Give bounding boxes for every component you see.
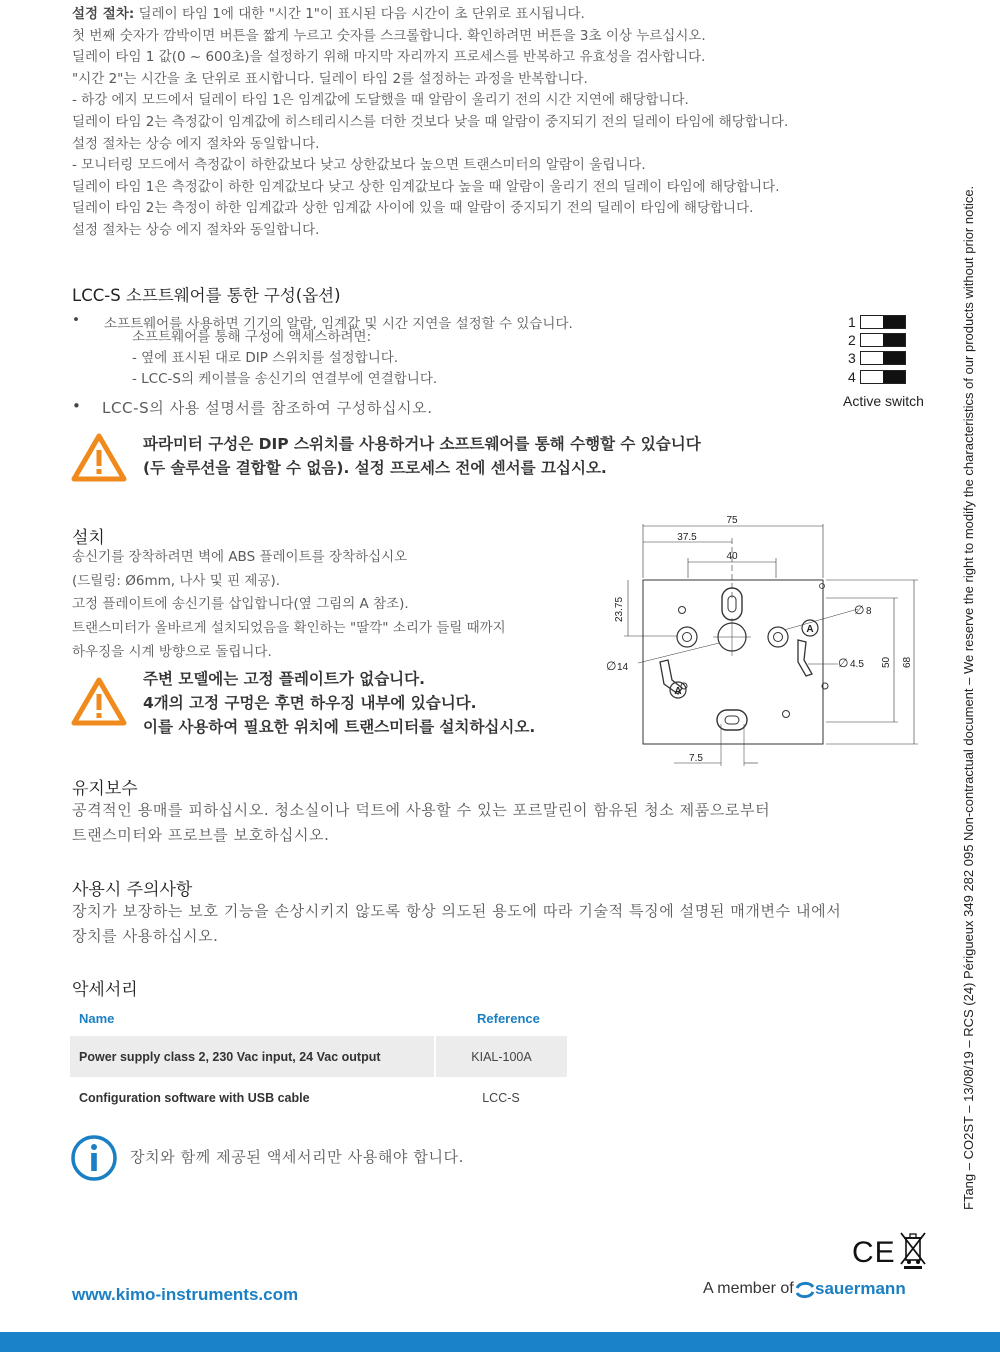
install-line: 송신기를 장착하려면 벽에 ABS 플레이트를 장착하십시오 [72,549,408,565]
side-legal-text: FTang – CO2ST – 13/08/19 – RCS (24) Périgueux 349 282 095 Non-contractual document – We reserve the right to modify the characteristics of our products without prior notice. [961,185,976,1210]
lcc-title: LCC-S 소프트웨어를 통한 구성(옵션) [72,286,341,305]
col-name-header: Name [79,1010,115,1026]
dip-toggle [860,370,906,384]
install-line: 고정 플레이트에 송신기를 삽입합니다(옆 그림의 A 참조). [72,596,409,613]
bullet-dot: • [72,312,80,328]
sauermann-logo-icon [794,1281,816,1299]
dip-toggle [860,315,906,329]
accessories-table [70,1000,567,1119]
intro-line: 딜레이 타임 2는 측정이 하한 임계값과 상한 임계값 사이에 있을 때 알람이 중지되기 전의 딜레이 타임에 해당합니다. [72,200,754,217]
intro-line: 딜레이 타임 2는 측정값이 임계값에 히스테리시스를 더한 것보다 낮을 때 알람이 중지되기 전의 딜레이 타임에 해당합니다. [72,113,789,130]
lcc-sub-1: 소프트웨어를 통해 구성에 액세스하려면: [132,329,372,345]
bullet-dot: • [72,397,82,415]
dim-75: 75 [726,515,738,526]
dip-toggle [860,333,906,347]
intro-line: - 모니터링 모드에서 측정값이 하한값보다 낮고 상한값보다 높으면 트랜스미터의 알람이 울립니다. [72,157,646,174]
dim-40: 40 [726,551,738,562]
footer-bar [0,1332,1000,1352]
table-header-row [70,1000,567,1036]
precautions-line: 장치가 보장하는 보호 기능을 손상시키지 않도록 항상 의도된 용도에 따라 기술적 특징에 설명된 매개변수 내에서 [72,902,842,920]
accessories-title: 악세서리 [72,980,138,1000]
lcc-bullet-1: • 소프트웨어를 사용하면 기기의 알람, 임계값 및 시간 지연을 설정할 수 있습니다. [72,312,573,332]
dim-68: 68 [902,656,913,668]
intro-line: 딜레이 타임 1은 측정값이 하한 임계값보다 낮고 상한 임계값보다 높을 때 알람이 울리기 전의 딜레이 타임에 해당합니다. [72,178,780,195]
dip-row: 2 [848,332,856,348]
dip-toggle [860,351,906,365]
col-ref-header: Reference [477,1010,540,1026]
warning-line: 파라미터 구성은 DIP 스위치를 사용하거나 소프트웨어를 통해 수행할 수 있습니다 [143,435,701,453]
install-text [72,546,506,665]
intro-line: 설정 절차: 딜레이 타임 1에 대한 "시간 1"이 표시된 다음 시간이 초 단위로 표시됩니다. [72,6,585,22]
warning-line: 주변 모델에는 고정 플레이트가 없습니다. [143,670,426,688]
dip-row: 4 [848,369,856,385]
install-warning [143,667,535,739]
warning-line: 4개의 고정 구멍은 후면 하우징 내부에 있습니다. [143,694,477,712]
maintenance-text [72,798,770,848]
diameter-symbol: ∅ [838,656,849,670]
dim-d4-5: 4.5 [850,659,864,670]
brand-name: sauermann [815,1279,906,1298]
label-a: A [674,686,682,697]
website-link[interactable]: www.kimo-instruments.com [72,1285,299,1304]
dip-row: 3 [848,350,856,366]
dim-7-5: 7.5 [689,753,703,764]
member-of-text: A member of [703,1280,794,1297]
intro-line: 첫 번째 숫자가 깜박이면 버튼을 짧게 누르고 숫자를 스크롤합니다. 확인하려면 버튼을 3초 이상 누르십시오. [72,27,706,44]
warning-line: 이를 사용하여 필요한 위치에 트랜스미터를 설치하십시오. [143,718,536,736]
dim-50: 50 [881,656,892,668]
dim-23-75: 23.75 [614,596,625,622]
maintenance-line: 트랜스미터와 프로브를 보호하십시오. [72,826,330,844]
intro-lead: 설정 절차: [72,6,135,22]
lcc-sub-2: - 옆에 표시된 대로 DIP 스위치를 설정합니다. [132,350,399,366]
table-cell-name: Configuration software with USB cable [79,1091,310,1105]
table-cell-ref: KIAL-100A [471,1049,532,1064]
install-line: 하우징을 시계 방향으로 돌립니다. [72,643,272,660]
intro-line: - 하강 에지 모드에서 딜레이 타임 1은 임계값에 도달했을 때 알람이 울리기 전의 시간 지연에 해당합니다. [72,92,689,109]
warning-icon [70,676,128,728]
mounting-drawing [598,510,928,770]
ce-mark: CE [852,1236,896,1269]
warning-icon [70,432,128,484]
intro-line: 설정 절차는 상승 에지 절차와 동일합니다. [72,135,320,152]
intro-line: 딜레이 타임 1 값(0 ~ 600초)을 설정하기 위해 마지막 자리까지 프로세스를 반복하고 유효성을 검사합니다. [72,49,706,66]
precautions-text [72,899,841,949]
install-title: 설치 [72,528,105,548]
diameter-symbol: ∅ [854,603,865,617]
dim-d8: 8 [866,606,872,617]
lcc-warning [143,432,701,480]
install-line: 트랜스미터가 올바르게 설치되었음을 확인하는 "딸깍" 소리가 들릴 때까지 [72,620,506,637]
label-a: A [806,624,814,635]
dip-row: 1 [848,314,856,330]
table-cell-ref: LCC-S [482,1091,520,1105]
dim-d14: 14 [617,662,629,673]
diameter-symbol: ∅ [606,659,617,673]
intro-line: 설정 절차는 상승 에지 절차와 동일합니다. [72,221,320,238]
info-icon [70,1134,118,1182]
precautions-title: 사용시 주의사항 [72,880,193,900]
dim-37-5: 37.5 [677,532,697,543]
intro-line: "시간 2"는 시간을 초 단위로 표시합니다. 딜레이 타임 2를 설정하는 과정을 반복합니다. [72,70,588,87]
lcc-sub-3: - LCC-S의 케이블을 송신기의 연결부에 연결합니다. [132,371,438,387]
maintenance-line: 공격적인 용매를 피하십시오. 청소실이나 덕트에 사용할 수 있는 포르말린이 함유된 청소 제품으로부터 [72,801,771,819]
weee-bin-icon [898,1230,928,1270]
dip-caption: Active switch [843,393,924,409]
intro-block [72,4,788,242]
maintenance-title: 유지보수 [72,779,138,799]
table-row [70,1077,567,1119]
warning-line: (두 솔루션을 결합할 수 없음). 설정 프로세스 전에 센서를 끄십시오. [143,459,607,477]
table-row [70,1036,567,1077]
install-line: (드릴링: Ø6mm, 나사 및 핀 제공). [72,572,281,589]
lcc-bullet-2: • LCC-S의 사용 설명서를 참조하여 구성하십시오. [72,397,433,417]
table-cell-name: Power supply class 2, 230 Vac input, 24 Vac output [70,1036,435,1077]
accessories-note: 장치와 함께 제공된 액세서리만 사용해야 합니다. [130,1148,465,1166]
precautions-line: 장치를 사용하십시오. [72,927,219,945]
